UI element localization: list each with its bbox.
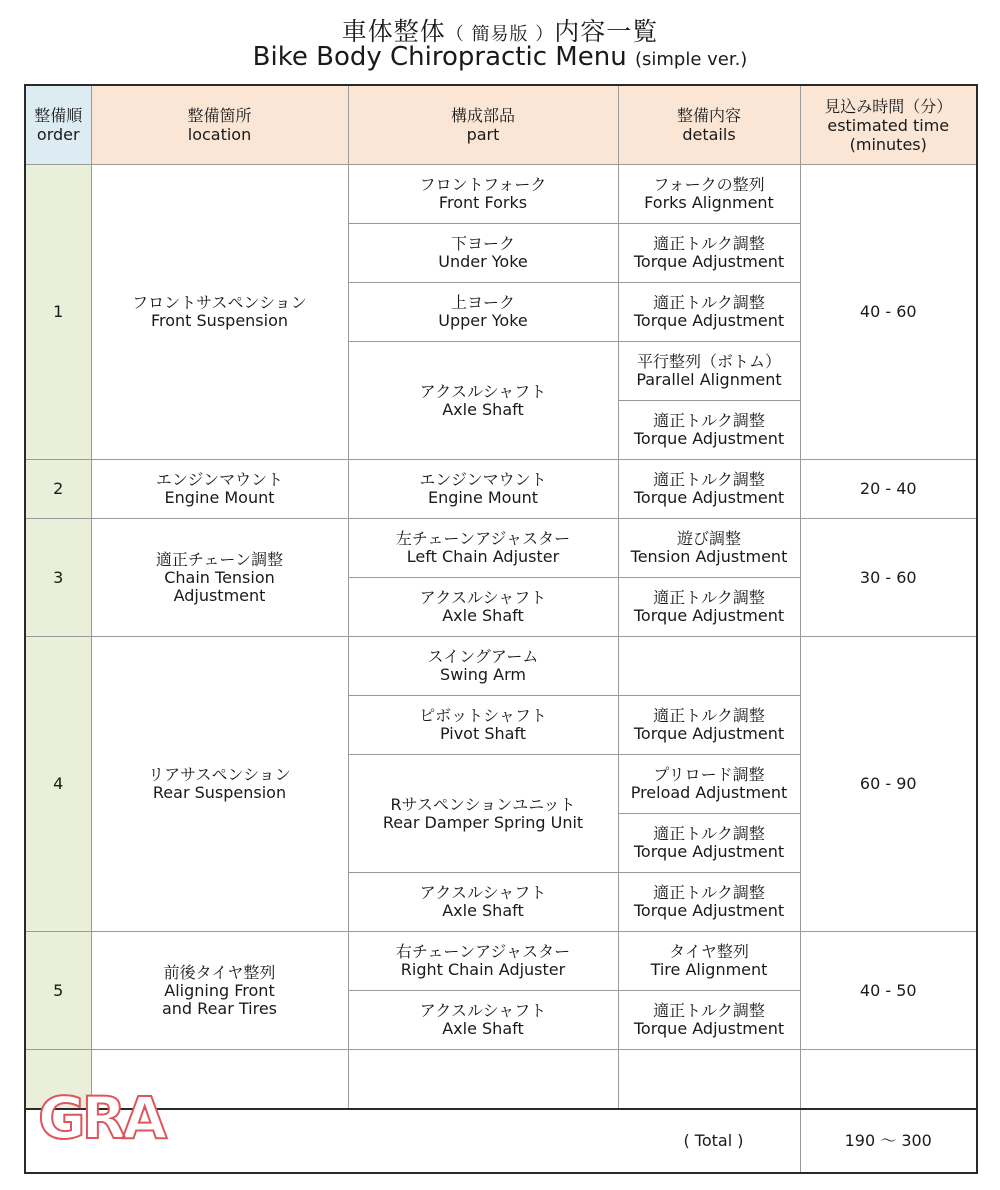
details-en: Parallel Alignment [636, 370, 782, 389]
total-value: 190 ～ 300 [800, 1109, 977, 1173]
location-cell [91, 637, 348, 932]
header-time-jp: 見込み時間（分） [824, 96, 953, 116]
location-line: 前後タイヤ整列 [163, 962, 276, 982]
part-name-jp: 右チェーンアジャスター [395, 942, 571, 961]
location-line: Engine Mount [164, 488, 275, 507]
details-cell [618, 224, 800, 283]
menu-table-body [25, 85, 977, 1173]
details-jp: 適正トルク調整 [653, 824, 765, 843]
table-row [25, 460, 977, 519]
details-jp: 適正トルク調整 [653, 293, 765, 312]
details-cell [618, 460, 800, 519]
part-name-en: Pivot Shaft [439, 724, 527, 743]
order-cell: 2 [25, 460, 91, 519]
details-en: Forks Alignment [644, 193, 774, 212]
header-time [800, 85, 977, 165]
details-jp: 遊び調整 [676, 529, 741, 548]
part-cell [348, 637, 618, 696]
location-cell [91, 932, 348, 1050]
location-line: Front Suspension [150, 311, 289, 330]
details-cell [618, 814, 800, 873]
location-line: and Rear Tires [161, 998, 278, 1018]
header-details [618, 85, 800, 165]
location-line: Rear Suspension [152, 783, 287, 802]
order-cell: 4 [25, 637, 91, 932]
header-order-jp: 整備順 [34, 106, 83, 125]
location-line: Adjustment [173, 585, 266, 605]
location-cell [91, 460, 348, 519]
details-cell [618, 342, 800, 401]
part-cell [348, 342, 618, 460]
title-en-main: Bike Body Chiropractic Menu [252, 42, 627, 72]
part-name-jp: Rサスペンションユニット [390, 794, 576, 814]
details-jp: 適正トルク調整 [653, 234, 765, 253]
details-jp: タイヤ整列 [669, 942, 749, 961]
header-part [348, 85, 618, 165]
part-name-en: Left Chain Adjuster [406, 547, 560, 566]
part-cell [348, 224, 618, 283]
details-jp: フォークの整列 [653, 175, 765, 194]
location-cell [91, 519, 348, 637]
part-name-jp: フロントフォーク [419, 175, 547, 194]
part-name-en: Axle Shaft [442, 606, 524, 625]
details-jp: 適正トルク調整 [653, 411, 765, 430]
table-row [25, 519, 977, 578]
gra-logo [36, 1084, 196, 1146]
details-jp: 平行整列（ボトム） [636, 352, 781, 371]
header-time-unit: (minutes) [849, 134, 927, 154]
table-row [25, 165, 977, 224]
part-cell [348, 755, 618, 873]
details-en: Torque Adjustment [633, 429, 785, 448]
title-en-small: (simple ver.) [634, 49, 748, 70]
part-cell [348, 460, 618, 519]
header-location [91, 85, 348, 165]
time-cell: 40 - 60 [800, 165, 977, 460]
order-cell: 1 [25, 165, 91, 460]
part-cell [348, 519, 618, 578]
empty-details-cell [618, 1050, 800, 1110]
table-row [25, 637, 977, 696]
part-name-en: Axle Shaft [442, 1019, 524, 1038]
part-name-jp: アクスルシャフト [419, 588, 547, 607]
header-location-en: location [187, 125, 252, 144]
part-name-en: Swing Arm [440, 665, 526, 684]
empty-part-cell [348, 1050, 618, 1110]
part-cell [348, 873, 618, 932]
time-cell: 40 - 50 [800, 932, 977, 1050]
part-cell [348, 283, 618, 342]
location-line: エンジンマウント [155, 470, 284, 489]
details-en: Torque Adjustment [633, 311, 785, 330]
total-label: ( Total ) [25, 1109, 800, 1173]
header-part-jp: 構成部品 [450, 106, 515, 125]
part-name-en: Rear Damper Spring Unit [382, 812, 584, 832]
details-jp: 適正トルク調整 [653, 470, 765, 489]
part-name-jp: スイングアーム [427, 647, 539, 666]
part-name-en: Under Yoke [438, 252, 528, 271]
details-en: Tire Alignment [650, 960, 768, 979]
header-location-jp: 整備箇所 [187, 106, 252, 125]
header-order [25, 85, 91, 165]
details-en: Torque Adjustment [633, 724, 785, 743]
location-line: フロントサスペンション [132, 293, 307, 312]
location-line: Chain Tension [164, 567, 275, 587]
part-name-jp: 左チェーンアジャスター [395, 529, 571, 548]
details-en: Torque Adjustment [633, 901, 785, 920]
part-name-en: Axle Shaft [442, 901, 524, 920]
details-cell [618, 283, 800, 342]
part-name-en: Upper Yoke [438, 311, 528, 330]
details-jp: 適正トルク調整 [653, 883, 765, 902]
details-jp: 適正トルク調整 [653, 1001, 765, 1020]
page-title-en [0, 42, 1000, 72]
part-name-jp: アクスルシャフト [419, 883, 547, 902]
details-jp: 適正トルク調整 [653, 706, 765, 725]
details-en: Torque Adjustment [633, 606, 785, 625]
details-cell [618, 991, 800, 1050]
details-cell [618, 165, 800, 224]
title-jp-paren: （ 簡易版 ） [445, 24, 555, 45]
title-jp-rest: 内容一覧 [554, 17, 659, 46]
menu-table [24, 84, 978, 1174]
details-en: Torque Adjustment [633, 1019, 785, 1038]
header-time-en: estimated time [827, 115, 950, 135]
header-details-en: details [682, 125, 736, 144]
order-cell: 5 [25, 932, 91, 1050]
gra-logo-text: GRA [38, 1084, 164, 1146]
location-line: Aligning Front [164, 980, 275, 1000]
header-part-en: part [466, 125, 500, 144]
part-name-jp: 上ヨーク [450, 293, 515, 312]
part-cell [348, 696, 618, 755]
time-cell: 20 - 40 [800, 460, 977, 519]
details-cell [618, 696, 800, 755]
part-name-en: Front Forks [438, 193, 528, 212]
details-cell [618, 932, 800, 991]
part-name-en: Axle Shaft [442, 399, 524, 419]
details-jp: 適正トルク調整 [653, 588, 765, 607]
details-cell [618, 578, 800, 637]
part-cell [348, 165, 618, 224]
empty-time-cell [800, 1050, 977, 1110]
part-cell [348, 578, 618, 637]
part-name-jp: エンジンマウント [419, 470, 547, 489]
details-en: Torque Adjustment [633, 488, 785, 507]
part-name-en: Engine Mount [427, 488, 539, 507]
part-cell [348, 991, 618, 1050]
details-cell [618, 637, 800, 696]
location-line: 適正チェーン調整 [155, 549, 284, 569]
details-cell [618, 401, 800, 460]
details-jp: プリロード調整 [653, 765, 765, 784]
part-cell [348, 932, 618, 991]
details-cell [618, 519, 800, 578]
part-name-jp: 下ヨーク [450, 234, 515, 253]
details-en: Preload Adjustment [630, 783, 788, 802]
location-line: リアサスペンション [148, 765, 291, 784]
title-jp-main: 車体整体 [341, 17, 446, 46]
table-header-row [25, 85, 977, 165]
details-en: Tension Adjustment [630, 547, 788, 566]
header-details-jp: 整備内容 [676, 106, 741, 125]
table-row [25, 932, 977, 991]
part-name-jp: アクスルシャフト [419, 1001, 547, 1020]
location-cell [91, 165, 348, 460]
details-en: Torque Adjustment [633, 842, 785, 861]
time-cell: 30 - 60 [800, 519, 977, 637]
part-name-jp: アクスルシャフト [419, 381, 547, 401]
details-cell [618, 755, 800, 814]
details-cell [618, 873, 800, 932]
order-cell: 3 [25, 519, 91, 637]
part-name-en: Right Chain Adjuster [400, 960, 566, 979]
header-order-en: order [36, 125, 80, 144]
part-name-jp: ピボットシャフト [419, 706, 547, 725]
time-cell: 60 - 90 [800, 637, 977, 932]
details-en: Torque Adjustment [633, 252, 785, 271]
